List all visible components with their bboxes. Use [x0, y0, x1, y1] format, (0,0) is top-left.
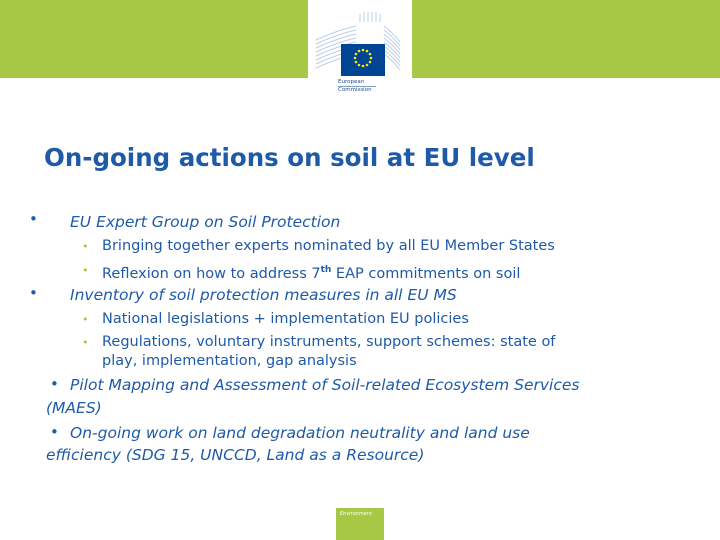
bullet-1-sub-2-text-post: EAP commitments on soil: [331, 266, 521, 282]
slide-title: On-going actions on soil at EU level: [44, 143, 535, 172]
bullet-2-sub-1-text: National legislations + implementation EU policies: [102, 311, 469, 327]
bullet-1-sub-2-text-pre: Reflexion on how to address 7: [102, 266, 321, 282]
logo-text-commission: Commission: [338, 87, 372, 93]
bullet-1-text: EU Expert Group on Soil Protection: [70, 213, 341, 231]
bullet-3-line-2: (MAES): [46, 399, 102, 417]
bullet-1-sub-1-text: Bringing together experts nominated by all EU Member States: [102, 238, 555, 254]
bullet-1-sub-1-marker: •: [82, 240, 89, 253]
bullet-3-line-1: Pilot Mapping and Assessment of Soil-related Ecosystem Services: [70, 376, 580, 394]
footer-environment-label: Environment: [340, 511, 373, 517]
logo-text-european: European: [338, 79, 365, 85]
bullet-2-sub-2-marker: •: [82, 336, 89, 349]
bullet-2-sub-1-marker: •: [82, 313, 89, 326]
bullet-1-marker: •: [29, 210, 38, 228]
bullet-2-marker: •: [29, 284, 38, 302]
bullet-2-sub-2-line-2: play, implementation, gap analysis: [102, 353, 357, 369]
bullet-3-marker: •: [50, 375, 59, 393]
bullet-4-line-1: On-going work on land degradation neutrality and land use: [70, 424, 530, 442]
bullet-1-sub-2-text: [102, 259, 520, 285]
bullet-1-sub-2-marker: •: [82, 264, 89, 277]
bullet-4-line-2: efficiency (SDG 15, UNCCD, Land as a Resource): [46, 446, 425, 464]
footer-environment-tab: [336, 508, 384, 540]
bullet-1-sub-2-superscript: th: [320, 265, 332, 275]
bullet-4-marker: •: [50, 423, 59, 441]
bullet-2-text: Inventory of soil protection measures in all EU MS: [70, 286, 457, 304]
bullet-2-sub-2-line-1: Regulations, voluntary instruments, support schemes: state of: [102, 334, 556, 350]
